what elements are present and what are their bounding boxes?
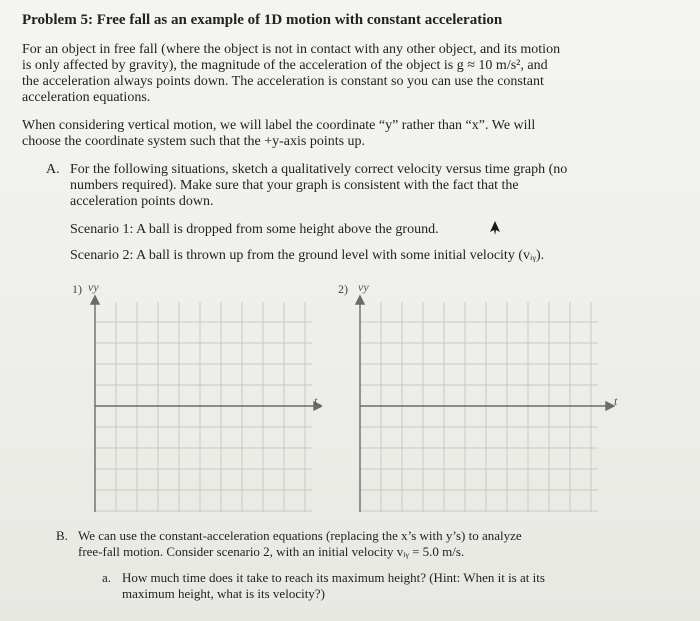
graph2-velocity-time-grid[interactable]	[352, 294, 616, 512]
para2-line1: When considering vertical motion, we will label the coordinate “y” rather than “x”. We will	[22, 118, 536, 133]
partA-label: A.	[46, 162, 60, 177]
partA-line3: acceleration points down.	[70, 194, 214, 209]
partA-line1: For the following situations, sketch a qualitatively correct velocity versus time graph (no	[70, 162, 568, 177]
graph1-x-axis-label: t	[314, 394, 318, 408]
para2-line2: choose the coordinate system such that the +y-axis points up.	[22, 134, 366, 149]
partB-line2: free-fall motion. Consider scenario 2, with an initial velocity vᵢᵧ = 5.0 m/s.	[78, 544, 465, 559]
partB-label: B.	[56, 528, 68, 543]
partB-sub-a-line2: maximum height, what is its velocity?)	[122, 586, 325, 601]
para1-line2: is only affected by gravity), the magnitude of the acceleration of the object is g ≈ 10 m/s², and	[22, 58, 548, 73]
partB-sub-a-line1: How much time does it take to reach its maximum height? (Hint: When it is at its	[122, 570, 545, 585]
problem-title: Problem 5: Free fall as an example of 1D motion with constant acceleration	[22, 12, 503, 28]
graph2-y-axis-label: vy	[358, 280, 369, 294]
para1-line3: the acceleration always points down. The acceleration is constant so you can use the constant	[22, 74, 544, 89]
graph1-y-axis-label: vy	[88, 280, 99, 294]
partB-sub-a-label: a.	[102, 570, 112, 585]
graph2-number: 2)	[338, 282, 348, 296]
scenario1-text: Scenario 1: A ball is dropped from some height above the ground.	[70, 222, 439, 237]
para1-line4: acceleration equations.	[22, 90, 151, 105]
scenario2-text: Scenario 2: A ball is thrown up from the ground level with some initial velocity (vᵢᵧ).	[70, 248, 545, 263]
mouse-cursor-icon	[488, 220, 502, 236]
graph1-number: 1)	[72, 282, 82, 296]
para1-line1: For an object in free fall (where the object is not in contact with any other object, and its motion	[22, 42, 561, 57]
graph2-x-axis-label: t	[614, 394, 618, 408]
partA-line2: numbers required). Make sure that your graph is consistent with the fact that the	[70, 178, 519, 193]
partB-line1: We can use the constant-acceleration equations (replacing the x’s with y’s) to analyze	[78, 528, 522, 543]
graph1-velocity-time-grid[interactable]	[86, 294, 322, 512]
